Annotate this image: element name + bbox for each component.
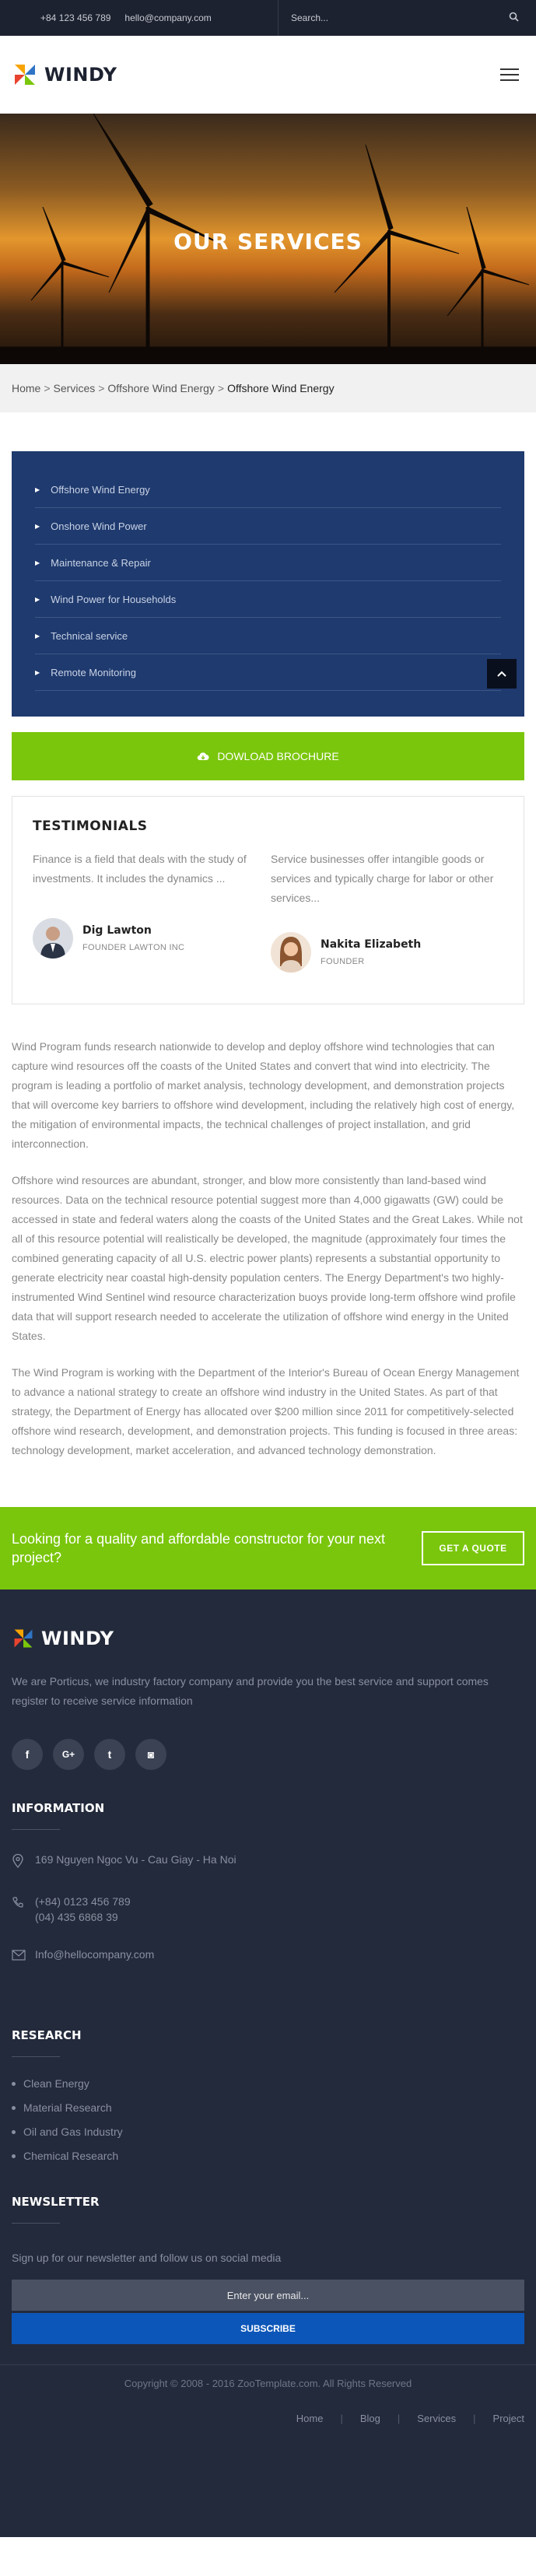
- breadcrumb-separator: >: [217, 382, 225, 394]
- research-link: Oil and Gas Industry: [23, 2126, 123, 2138]
- service-item-households[interactable]: [35, 581, 501, 618]
- phone-primary[interactable]: (+84) 0123 456 789: [35, 1895, 131, 1908]
- pinwheel-logo-icon: [12, 1627, 35, 1650]
- caret-right-icon: ▶: [35, 485, 40, 493]
- copyright: Copyright © 2008 - 2016 ZooTemplate.com. All Rights Reserved: [124, 2378, 412, 2389]
- get-quote-button[interactable]: GET A QUOTE: [422, 1531, 524, 1565]
- avatar: [271, 932, 311, 973]
- list-item[interactable]: [12, 2150, 524, 2162]
- author-role: FOUNDER: [321, 957, 365, 966]
- service-item-label: Offshore Wind Energy: [51, 483, 150, 496]
- paragraph: Offshore wind resources are abundant, stronger, and blow more consistently than land-based wind resources. Data on the technical resource potential suggest more than 4,000 gigawatts (GW) could be accessed in state and federal waters along the coasts of the United States and the Great Lakes. While not all of this resource potential will realistically be developed, the magnitude (approximately four times the combined generating capacity of all U.S. electric power plants) represents a substantial opportunity to generate electricity near coastal high-density population centers. The Energy Department's two highly-instrumented Wind Sentinel wind resource characterization buoys provide long-term offshore wind profile data that will support research needed to accelerate the utilization of offshore wind energy in the United States.: [12, 1174, 523, 1342]
- author-name: Dig Lawton: [82, 924, 152, 937]
- author-role: FOUNDER LAWTON INC: [82, 943, 185, 952]
- nav-separator: |: [340, 2413, 343, 2424]
- testimonial-author: [33, 918, 258, 959]
- map-pin-icon: [12, 1852, 35, 1872]
- caret-right-icon: ▶: [35, 559, 40, 566]
- cta-text: Looking for a quality and affordable constructor for your next project?: [12, 1531, 385, 1565]
- nav-separator: |: [473, 2413, 476, 2424]
- cloud-download-icon: [197, 752, 209, 761]
- service-item-onshore[interactable]: [35, 508, 501, 545]
- caret-right-icon: ▶: [35, 595, 40, 603]
- breadcrumb: [0, 364, 536, 412]
- list-item[interactable]: [12, 2101, 524, 2114]
- service-item-technical[interactable]: [35, 618, 501, 654]
- chevron-up-icon: [496, 670, 507, 678]
- services-menu: [12, 451, 524, 717]
- breadcrumb-services[interactable]: Services: [53, 382, 96, 394]
- footer-nav-services[interactable]: Services: [417, 2413, 457, 2424]
- instagram-icon[interactable]: ◙: [135, 1739, 166, 1770]
- footer-divider: [0, 2364, 536, 2365]
- testimonial-quote: Finance is a field that deals with the study of investments. It includes the dynamics ...: [33, 853, 247, 885]
- scroll-to-top-button[interactable]: [487, 659, 517, 689]
- site-footer: [0, 1589, 536, 2537]
- divider: [12, 2223, 60, 2224]
- logo[interactable]: [12, 61, 117, 88]
- search-input[interactable]: [291, 12, 462, 23]
- subscribe-button[interactable]: SUBSCRIBE: [12, 2313, 524, 2344]
- phone-row: [12, 1894, 524, 1925]
- search-icon[interactable]: [509, 12, 519, 24]
- service-item-offshore[interactable]: [35, 471, 501, 508]
- email-address[interactable]: hello@company.com: [124, 12, 212, 23]
- list-item[interactable]: [12, 2077, 524, 2090]
- breadcrumb-offshore[interactable]: Offshore Wind Energy: [107, 382, 215, 394]
- contact-info: [0, 0, 279, 36]
- caret-right-icon: ▶: [35, 522, 40, 530]
- cta-banner: [0, 1507, 536, 1589]
- research-link: Chemical Research: [23, 2150, 119, 2162]
- email-row: [12, 1947, 524, 1964]
- phone-icon: [12, 1894, 35, 1925]
- social-links: [12, 1739, 524, 1770]
- download-brochure-button[interactable]: [12, 732, 524, 780]
- bullet-icon: [12, 2106, 16, 2110]
- newsletter-title: NEWSLETTER: [12, 2195, 100, 2209]
- service-item-label: Onshore Wind Power: [51, 520, 147, 532]
- testimonials-section: [12, 796, 524, 1004]
- divider: [12, 1829, 60, 1830]
- search-bar: [279, 0, 536, 36]
- list-item[interactable]: [12, 2126, 524, 2138]
- caret-right-icon: ▶: [35, 632, 40, 640]
- divider: [12, 2056, 60, 2057]
- pinwheel-logo-icon: [12, 61, 38, 88]
- service-item-label: Technical service: [51, 629, 128, 642]
- testimonial-card: [271, 850, 496, 973]
- research-title: RESEARCH: [12, 2028, 82, 2042]
- author-name: Nakita Elizabeth: [321, 938, 422, 951]
- testimonial-author: [271, 932, 496, 973]
- footer-nav-home[interactable]: Home: [296, 2413, 324, 2424]
- breadcrumb-separator: >: [44, 382, 51, 394]
- phone-number[interactable]: +84 123 456 789: [40, 12, 111, 23]
- research-link: Material Research: [23, 2101, 112, 2114]
- breadcrumb-home[interactable]: Home: [12, 382, 41, 394]
- twitter-icon[interactable]: t: [94, 1739, 125, 1770]
- service-item-label: Maintenance & Repair: [51, 556, 151, 569]
- footer-logo-text: WINDY: [41, 1628, 114, 1649]
- address-row: [12, 1852, 524, 1872]
- service-item-monitoring[interactable]: [35, 654, 501, 691]
- hamburger-icon[interactable]: [500, 68, 519, 81]
- service-item-label: Remote Monitoring: [51, 666, 136, 678]
- hero-banner: [0, 114, 536, 364]
- footer-nav-blog[interactable]: Blog: [359, 2413, 380, 2424]
- bullet-icon: [12, 2130, 16, 2134]
- address-text: 169 Nguyen Ngoc Vu - Cau Giay - Ha Noi: [35, 1853, 236, 1866]
- google-plus-icon[interactable]: G+: [53, 1739, 84, 1770]
- page-title: OUR SERVICES: [173, 229, 363, 254]
- information-title: INFORMATION: [12, 1801, 105, 1815]
- top-bar: [0, 0, 536, 36]
- footer-about: We are Porticus, we industry factory company and provide you the best service and support comes register to receive service information: [12, 1675, 489, 1707]
- footer-email[interactable]: Info@hellocompany.com: [35, 1948, 155, 1961]
- facebook-icon[interactable]: f: [12, 1739, 43, 1770]
- newsletter-text: Sign up for our newsletter and follow us on social media: [12, 2252, 282, 2264]
- bullet-icon: [12, 2154, 16, 2158]
- testimonials-title: TESTIMONIALS: [33, 818, 148, 834]
- research-link: Clean Energy: [23, 2077, 89, 2090]
- paragraph: The Wind Program is working with the Department of the Interior's Bureau of Ocean Energy Management to advance a national strategy to create an offshore wind industry in the United States. As part of that strategy, the Department of Energy has allocated over $200 million since 2011 for competitively-selected offshore wind research, development, and demonstration projects. This funding is focused in three areas: technology development, market acceleration, and advanced technology demonstration.: [12, 1366, 520, 1456]
- newsletter-email-input[interactable]: [12, 2280, 524, 2311]
- logo-text: WINDY: [44, 64, 117, 86]
- caret-right-icon: ▶: [35, 668, 40, 676]
- paragraph: Wind Program funds research nationwide to develop and deploy offshore wind technologies that can capture wind resources off the coasts of the United States and convert that wind into electricity. The program is leading a portfolio of market analysis, technology development, and demonstration projects that will overcome key barriers to offshore wind development, including the relatively high cost of energy, the mitigation of environmental impacts, the technical challenges of project installation, and grid interconnection.: [12, 1040, 515, 1150]
- testimonial-card: [33, 850, 258, 973]
- envelope-icon: [12, 1947, 35, 1964]
- footer-nav-project[interactable]: Project: [492, 2413, 524, 2424]
- breadcrumb-current: Offshore Wind Energy: [227, 382, 335, 394]
- site-header: [0, 36, 536, 114]
- nav-separator: |: [397, 2413, 401, 2424]
- phone-secondary[interactable]: (04) 435 6868 39: [35, 1911, 118, 1923]
- service-item-maintenance[interactable]: [35, 545, 501, 581]
- research-list: [12, 2077, 524, 2162]
- brochure-label: DOWLOAD BROCHURE: [217, 750, 339, 762]
- breadcrumb-separator: >: [98, 382, 105, 394]
- footer-logo[interactable]: [12, 1627, 524, 1650]
- article-body: [12, 1037, 524, 1460]
- avatar: [33, 918, 73, 959]
- service-item-label: Wind Power for Households: [51, 593, 177, 605]
- footer-nav: [12, 2413, 524, 2424]
- bullet-icon: [12, 2082, 16, 2086]
- testimonial-quote: Service businesses offer intangible goods or services and typically charge for labor or other services...: [271, 853, 494, 904]
